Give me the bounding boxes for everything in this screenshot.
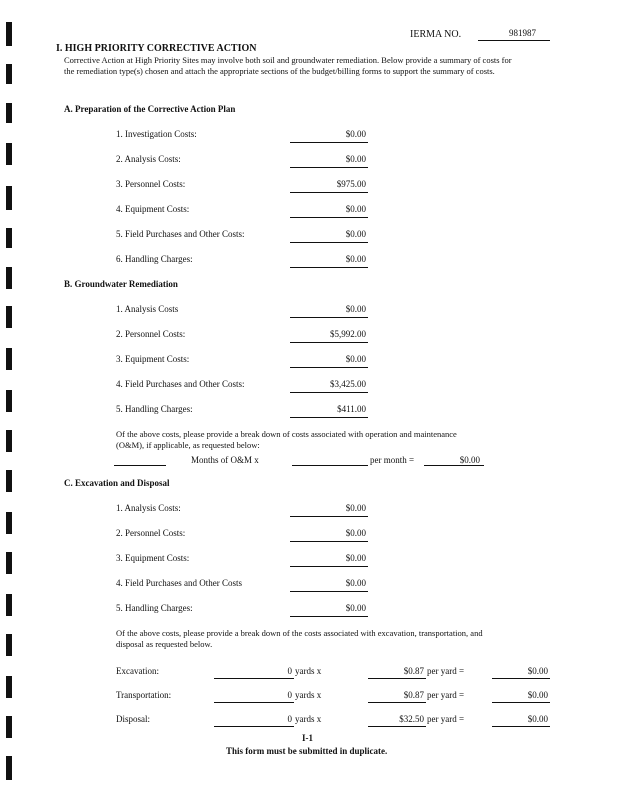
part-b-value: $411.00	[337, 404, 366, 414]
yards-value: 0	[287, 666, 292, 676]
part-b-value: $3,425.00	[330, 379, 366, 389]
value-underline	[214, 702, 294, 703]
binder-mark	[6, 186, 12, 210]
ierma-value: 981987	[509, 28, 536, 38]
binder-mark	[6, 594, 12, 616]
value-underline	[290, 342, 368, 343]
part-c-value: $0.00	[345, 503, 366, 513]
part-c-label: 2. Personnel Costs:	[116, 528, 186, 538]
part-c-label: 5. Handling Charges:	[116, 603, 193, 613]
part-c-label: 3. Equipment Costs:	[116, 553, 190, 563]
yards-label: yards x	[295, 666, 322, 676]
value-underline	[290, 242, 368, 243]
part-b-value: $0.00	[345, 304, 366, 314]
part-a-value: $975.00	[336, 179, 366, 189]
value-underline	[290, 217, 368, 218]
part-a-value: $0.00	[345, 204, 366, 214]
part-a-value: $0.00	[345, 129, 366, 139]
breakdown-label: Transportation:	[116, 690, 172, 700]
binder-mark	[6, 756, 12, 780]
breakdown-label: Disposal:	[116, 714, 151, 724]
page-number: I-1	[302, 733, 313, 743]
value-underline	[290, 167, 368, 168]
binder-mark	[6, 716, 12, 738]
binder-mark	[6, 552, 12, 574]
binder-mark	[6, 267, 12, 289]
rate-value: $32.50	[399, 714, 424, 724]
value-underline	[492, 702, 550, 703]
binder-mark	[6, 306, 12, 328]
part-c-label: 1. Analysis Costs:	[116, 503, 181, 513]
value-underline	[290, 541, 368, 542]
per-yard-label: per yard =	[427, 690, 465, 700]
per-month-field	[292, 465, 368, 466]
part-a-label: 6. Handling Charges:	[116, 254, 193, 264]
value-underline	[290, 192, 368, 193]
part-b-label: 2. Personnel Costs:	[116, 329, 186, 339]
value-underline	[290, 616, 368, 617]
part-a-label: 5. Field Purchases and Other Costs:	[116, 229, 245, 239]
binder-mark	[6, 470, 12, 492]
breakdown-note: Of the above costs, please provide a break down of the costs associated with excavation, transportation, and disposal as requested below.	[116, 628, 483, 649]
value-underline	[368, 702, 426, 703]
value-underline	[368, 678, 426, 679]
part-b-value: $5,992.00	[330, 329, 366, 339]
binder-mark	[6, 430, 12, 452]
part-a-label: 4. Equipment Costs:	[116, 204, 190, 214]
binder-mark	[6, 103, 12, 123]
rate-value: $0.87	[403, 666, 424, 676]
part-c-label: 4. Field Purchases and Other Costs	[116, 578, 242, 588]
part-a-value: $0.00	[345, 254, 366, 264]
binder-mark	[6, 634, 12, 656]
om-total: $0.00	[459, 455, 480, 465]
value-underline	[492, 678, 550, 679]
part-c-heading: C. Excavation and Disposal	[64, 478, 170, 488]
part-a-label: 2. Analysis Costs:	[116, 154, 181, 164]
binder-mark	[6, 390, 12, 412]
row-total: $0.00	[527, 666, 548, 676]
part-a-label: 3. Personnel Costs:	[116, 179, 186, 189]
duplicate-notice: This form must be submitted in duplicate.	[226, 746, 388, 756]
yards-value: 0	[287, 690, 292, 700]
value-underline	[290, 267, 368, 268]
rate-value: $0.87	[403, 690, 424, 700]
value-underline	[290, 566, 368, 567]
part-a-heading: A. Preparation of the Corrective Action Plan	[64, 104, 236, 114]
part-b-label: 1. Analysis Costs	[116, 304, 179, 314]
binder-mark	[6, 348, 12, 370]
value-underline	[290, 591, 368, 592]
part-b-label: 3. Equipment Costs:	[116, 354, 190, 364]
months-field	[114, 465, 166, 466]
part-b-value: $0.00	[345, 354, 366, 364]
per-month-label: per month =	[370, 455, 415, 465]
row-total: $0.00	[527, 714, 548, 724]
per-yard-label: per yard =	[427, 714, 465, 724]
binder-mark	[6, 64, 12, 84]
yards-label: yards x	[295, 714, 322, 724]
value-underline	[492, 726, 550, 727]
binder-mark	[6, 228, 12, 248]
per-yard-label: per yard =	[427, 666, 465, 676]
breakdown-label: Excavation:	[116, 666, 159, 676]
om-note: Of the above costs, please provide a break down of costs associated with operation and maintenance (O&M), if applicable, as requested below:	[116, 429, 457, 450]
ierma-label: IERMA NO.	[410, 29, 462, 40]
binder-mark	[6, 676, 12, 698]
part-c-value: $0.00	[345, 553, 366, 563]
binder-mark	[6, 512, 12, 534]
part-a-label: 1. Investigation Costs:	[116, 129, 197, 139]
part-c-value: $0.00	[345, 603, 366, 613]
value-underline	[290, 367, 368, 368]
part-b-label: 5. Handling Charges:	[116, 404, 193, 414]
ierma-underline	[478, 40, 550, 41]
value-underline	[290, 317, 368, 318]
value-underline	[214, 678, 294, 679]
value-underline	[368, 726, 426, 727]
part-a-value: $0.00	[345, 154, 366, 164]
part-a-value: $0.00	[345, 229, 366, 239]
part-b-label: 4. Field Purchases and Other Costs:	[116, 379, 245, 389]
value-underline	[290, 142, 368, 143]
value-underline	[214, 726, 294, 727]
yards-value: 0	[287, 714, 292, 724]
row-total: $0.00	[527, 690, 548, 700]
binder-mark	[6, 22, 12, 46]
value-underline	[424, 465, 484, 466]
yards-label: yards x	[295, 690, 322, 700]
part-c-value: $0.00	[345, 578, 366, 588]
section-intro: Corrective Action at High Priority Sites may involve both soil and groundwater remediation. Below provide a summary of costs for the remediation type(s) chosen and attach the appropriate sections of the budget/billing forms to support the summary of costs.	[64, 55, 512, 76]
section-title: I. HIGH PRIORITY CORRECTIVE ACTION	[56, 43, 257, 54]
months-label: Months of O&M x	[191, 455, 259, 465]
part-b-heading: B. Groundwater Remediation	[64, 279, 178, 289]
value-underline	[290, 392, 368, 393]
binder-mark	[6, 143, 12, 165]
part-c-value: $0.00	[345, 528, 366, 538]
value-underline	[290, 417, 368, 418]
value-underline	[290, 516, 368, 517]
